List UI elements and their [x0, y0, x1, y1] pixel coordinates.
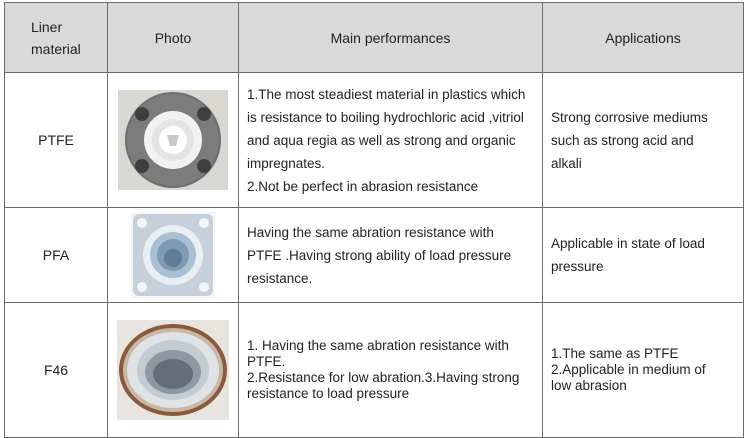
performance-line: resistance. [247, 270, 313, 286]
header-photo: Photo [108, 3, 239, 73]
material-cell: F46 [5, 303, 108, 438]
application-line: Strong corrosive mediums [551, 109, 708, 125]
pfa-lined-flange-photo [131, 212, 215, 298]
material-cell: PTFE [5, 73, 108, 208]
application-line: 2.Applicable in medium of [551, 362, 706, 377]
header-main-performances: Main performances [239, 3, 543, 73]
performance-line: and aqua regia as well as strong and organic [247, 132, 516, 148]
table-row-ptfe [5, 73, 744, 208]
performance-line: 1.The most steadiest material in plastics which [247, 86, 526, 102]
applications-cell [543, 208, 744, 303]
application-line: alkali [551, 155, 582, 171]
application-line: low abrasion [551, 378, 627, 393]
application-line: Applicable in state of load [551, 236, 705, 251]
performance-line: 1. Having the same abration resistance with [247, 338, 509, 353]
performance-cell [239, 73, 543, 208]
applications-cell [543, 73, 744, 208]
performance-cell [239, 208, 543, 303]
performance-line: resistance to load pressure [247, 386, 410, 401]
photo-cell [108, 73, 239, 208]
applications-cell [543, 303, 744, 438]
application-line: such as strong acid and [551, 132, 694, 148]
header-liner-material [5, 3, 108, 73]
photo-cell [108, 303, 239, 438]
performance-line: impregnates. [247, 155, 326, 171]
header-material-line1: Liner [31, 18, 63, 35]
header-material-line2: material [31, 40, 81, 57]
header-applications: Applications [543, 3, 744, 73]
liner-material-table [4, 2, 744, 438]
ptfe-lined-flange-photo [118, 90, 228, 190]
table-row-f46 [5, 303, 744, 438]
photo-cell [108, 208, 239, 303]
performance-cell [239, 303, 543, 438]
performance-line: PTFE .Having strong ability of load pressure [247, 247, 512, 263]
performance-line: 2.Not be perfect in abrasion resistance [247, 178, 479, 194]
performance-line: 2.Resistance for low abration.3.Having strong [247, 370, 520, 385]
material-cell: PFA [5, 208, 108, 303]
table-row-pfa [5, 208, 744, 303]
application-line: pressure [551, 259, 604, 274]
performance-line: Having the same abration resistance with [247, 224, 494, 240]
f46-lined-pipe-photo [117, 320, 229, 420]
table-header-row [5, 3, 744, 73]
application-line: 1.The same as PTFE [551, 346, 679, 361]
performance-line: is resistance to boiling hydrochloric acid ,vitriol [247, 109, 524, 125]
performance-line: PTFE. [247, 354, 286, 369]
